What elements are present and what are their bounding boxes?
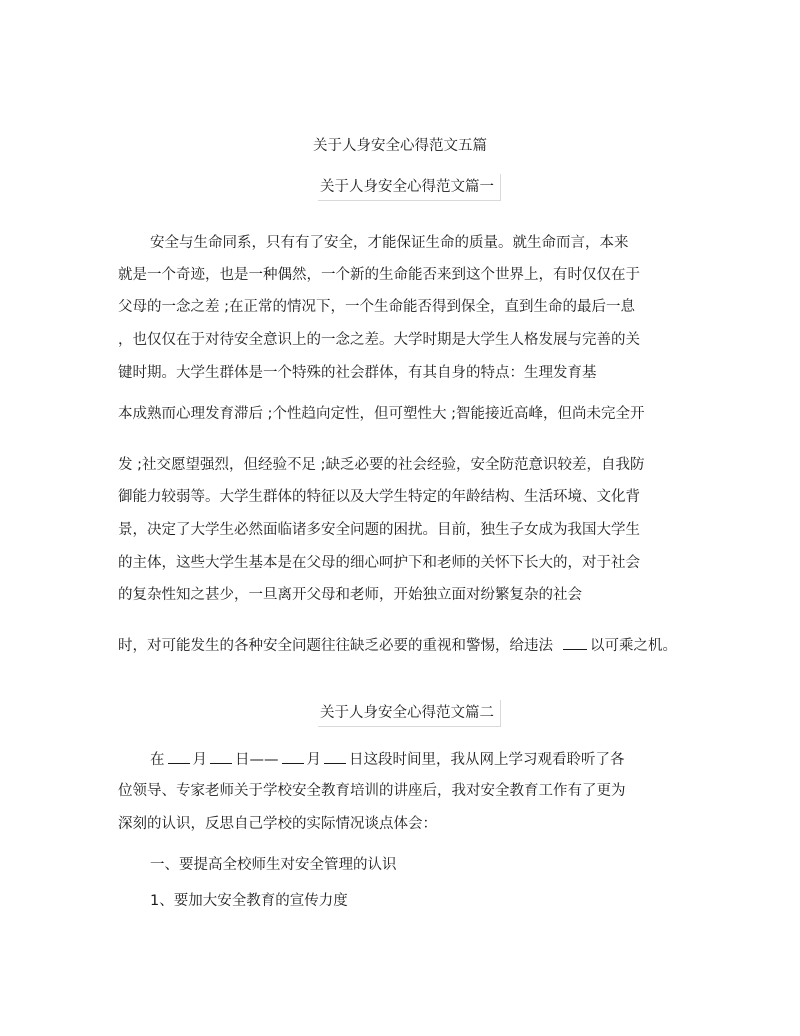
paragraph-line: 位领导、专家老师关于学校安全教育培训的讲座后，我对安全教育工作有了更为: [118, 783, 626, 799]
paragraph-line: 安全与生命同系，只有有了安全，才能保证生命的质量。就生命而言，本来: [150, 235, 629, 251]
last-line-suffix: 以可乘之机。: [590, 638, 677, 654]
paragraph-line: ，也仅仅在于对待安全意识上的一念之差。大学时期是大学生人格发展与完善的关: [118, 332, 640, 348]
paragraph-line-with-blanks: [150, 749, 625, 770]
fill-blank: [282, 749, 304, 764]
subheading-2: 1、要加大安全教育的宣传力度: [150, 893, 348, 909]
fill-blank: [168, 749, 190, 764]
paragraph-line: 父母的一念之差 ;在正常的情况下，一个生命能否得到保全，直到生命的最后一息: [118, 299, 635, 315]
paragraph-line: 的主体，这些大学生基本是在父母的细心呵护下和老师的关怀下长大的，对于社会: [118, 555, 640, 571]
fill-blank: [324, 749, 346, 764]
section-heading-2: 关于人身安全心得范文篇二: [318, 700, 501, 727]
text-fragment: 月: [192, 752, 207, 768]
paragraph-last-line: [118, 635, 677, 656]
section-heading-1: 关于人身安全心得范文篇一: [318, 174, 501, 201]
paragraph-line: 深刻的认识，反思自己学校的实际情况谈点体会：: [118, 816, 437, 832]
fill-blank: [210, 749, 232, 764]
subheading-1: 一、要提高全校师生对安全管理的认识: [150, 857, 397, 873]
text-fragment: 月: [306, 752, 321, 768]
last-line-prefix: 时，对可能发生的各种安全问题往往缺乏必要的重视和警惕，给违法: [118, 638, 553, 654]
paragraph-line: 景，决定了大学生必然面临诸多安全问题的困扰。目前，独生子女成为我国大学生: [118, 522, 640, 538]
text-fragment: 在: [150, 752, 165, 768]
document-title: 关于人身安全心得范文五篇: [313, 138, 487, 154]
fill-blank: [563, 635, 587, 650]
paragraph-line: 键时期。大学生群体是一个特殊的社会群体，有其自身的特点：生理发育基: [118, 365, 597, 381]
text-fragment: 日——: [235, 752, 279, 768]
paragraph-line: 发 ;社交愿望强烈，但经验不足 ;缺乏必要的社会经验，安全防范意识较差，自我防: [118, 457, 645, 473]
paragraph-line: 就是一个奇迹，也是一种偶然，一个新的生命能否来到这个世界上，有时仅仅在于: [118, 267, 640, 283]
text-fragment: 日这段时间里，我从网上学习观看聆听了各: [349, 752, 625, 768]
paragraph-line: 本成熟而心理发育滞后 ;个性趋向定性，但可塑性大 ;智能接近高峰，但尚未完全开: [118, 406, 645, 422]
paragraph-line: 御能力较弱等。大学生群体的特征以及大学生特定的年龄结构、生活环境、文化背: [118, 489, 640, 505]
paragraph-line: 的复杂性知之甚少，一旦离开父母和老师，开始独立面对纷繁复杂的社会: [118, 587, 582, 603]
